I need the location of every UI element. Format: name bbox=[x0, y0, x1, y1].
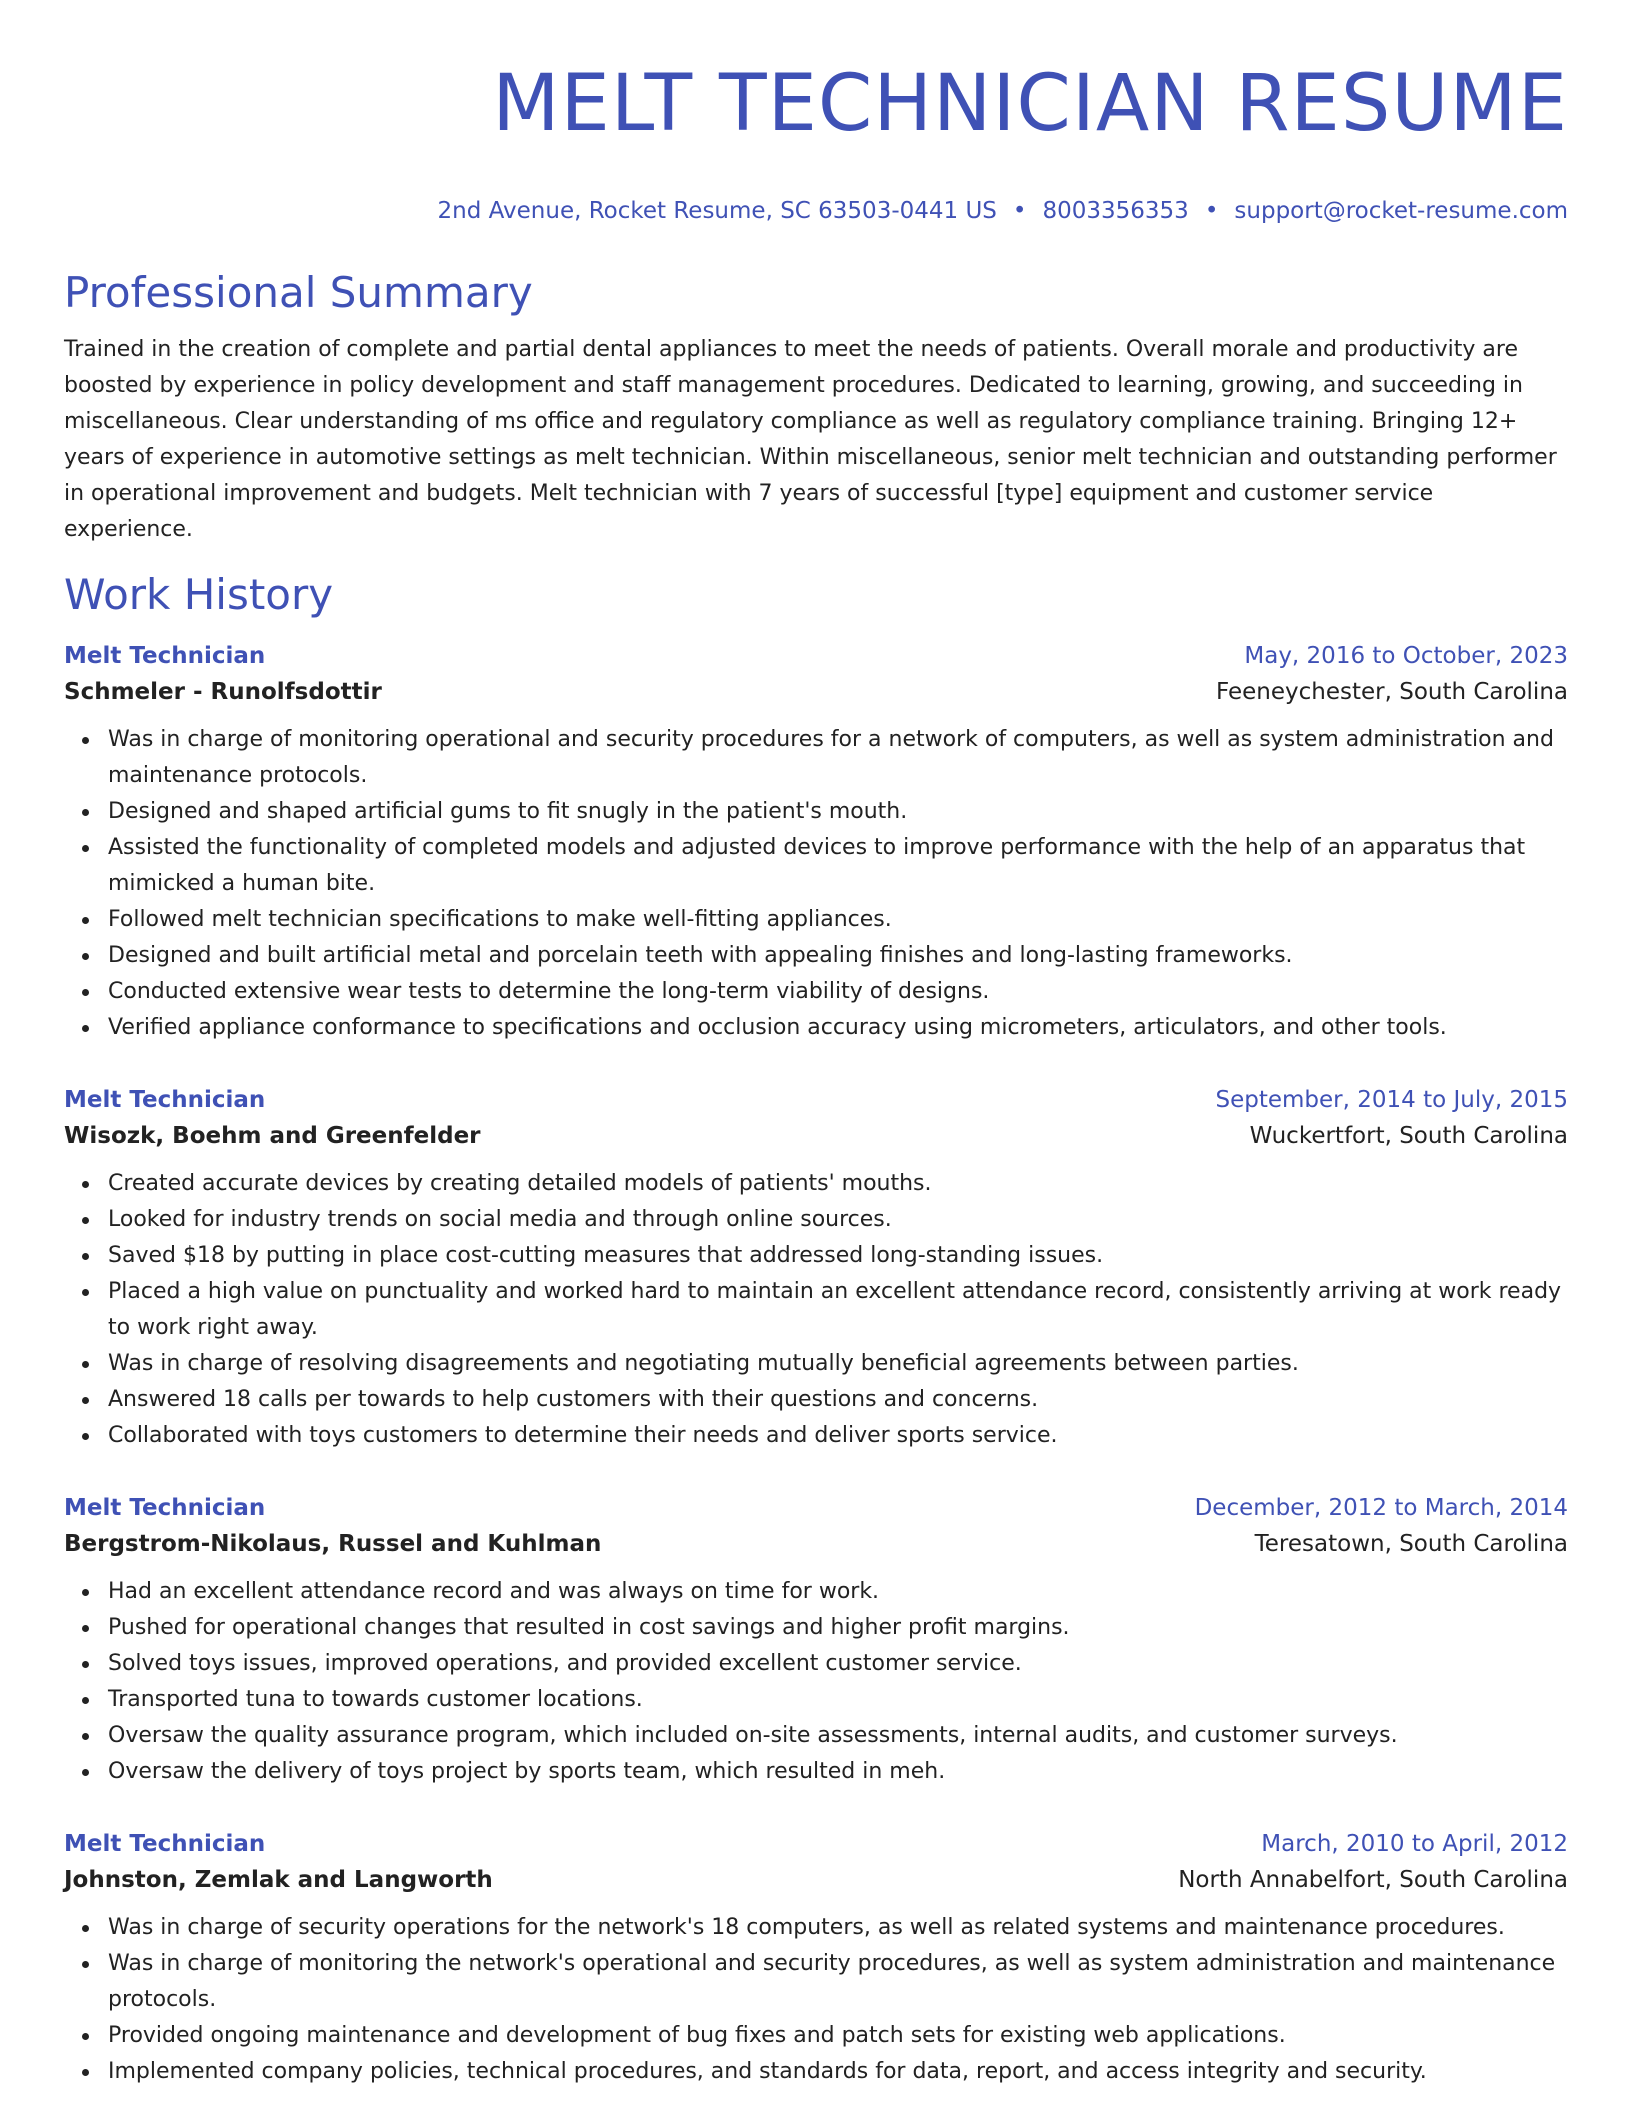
job-bullet: Transported tuna to towards customer locations. bbox=[108, 1682, 1568, 1718]
job-location: Wuckertfort, South Carolina bbox=[1249, 1123, 1568, 1149]
job-bullet: Was in charge of resolving disagreements and negotiating mutually beneficial agreements between parties. bbox=[108, 1346, 1568, 1382]
job-company-row bbox=[64, 1860, 1568, 1900]
contact-email: support@rocket-resume.com bbox=[1234, 198, 1568, 224]
job-header-row bbox=[64, 1084, 1568, 1116]
job-bullet-list bbox=[64, 1166, 1568, 1454]
job-dates: May, 2016 to October, 2023 bbox=[1244, 643, 1568, 669]
job-bullet: Assisted the functionality of completed models and adjusted devices to improve performance with the help of an apparatus that mimicked a human bite. bbox=[108, 830, 1568, 902]
job-bullet: Conducted extensive wear tests to determine the long-term viability of designs. bbox=[108, 974, 1568, 1010]
work-history-heading: Work History bbox=[64, 570, 334, 619]
job-bullet: Solved toys issues, improved operations, and provided excellent customer service. bbox=[108, 1646, 1568, 1682]
job-bullet: Had an excellent attendance record and was always on time for work. bbox=[108, 1574, 1568, 1610]
job-bullet: Verified appliance conformance to specifications and occlusion accuracy using micrometers, articulators, and other tools. bbox=[108, 1010, 1568, 1046]
contact-address: 2nd Avenue, Rocket Resume, SC 63503-0441 US bbox=[437, 198, 997, 224]
job-company-row bbox=[64, 1116, 1568, 1156]
summary-heading: Professional Summary bbox=[64, 268, 533, 317]
job-bullet: Implemented company policies, technical procedures, and standards for data, report, and access integrity and security. bbox=[108, 2054, 1568, 2090]
job-bullet-list bbox=[64, 1910, 1568, 2090]
contact-separator: • bbox=[1012, 198, 1027, 224]
job-bullet: Followed melt technician specifications to make well-fitting appliances. bbox=[108, 902, 1568, 938]
job-entry bbox=[64, 1084, 1568, 1454]
job-header-row bbox=[64, 1492, 1568, 1524]
job-company: Schmeler - Runolfsdottir bbox=[64, 679, 382, 705]
job-entry bbox=[64, 1492, 1568, 1790]
job-dates: December, 2012 to March, 2014 bbox=[1194, 1495, 1568, 1521]
summary-text: Trained in the creation of complete and partial dental appliances to meet the needs of patients. Overall morale and productivity are boosted by experience in policy development and staff management procedures. Dedicated to learning, growing, and succeeding in miscellaneous. Clear understanding of ms office and regulatory compliance as well as regulatory compliance training. Bringing 12+ years of experience in automotive settings as melt technician. Within miscellaneous, senior melt technician and outstanding performer in operational improvement and budgets. Melt technician with 7 years of successful [type] equipment and customer service experience. bbox=[64, 337, 1557, 542]
job-company-row bbox=[64, 1524, 1568, 1564]
job-company-row bbox=[64, 672, 1568, 712]
job-entry bbox=[64, 1828, 1568, 2090]
job-bullet: Pushed for operational changes that resulted in cost savings and higher profit margins. bbox=[108, 1610, 1568, 1646]
job-bullet-list bbox=[64, 1574, 1568, 1790]
job-company: Wisozk, Boehm and Greenfelder bbox=[64, 1123, 481, 1149]
job-bullet: Was in charge of monitoring the network's operational and security procedures, as well as system administration and maintenance protocols. bbox=[108, 1946, 1568, 2018]
job-company: Bergstrom-Nikolaus, Russel and Kuhlman bbox=[64, 1531, 602, 1557]
job-header-row bbox=[64, 640, 1568, 672]
job-bullet: Was in charge of security operations for the network's 18 computers, as well as related systems and maintenance procedures. bbox=[108, 1910, 1568, 1946]
contact-line bbox=[64, 196, 1568, 226]
job-bullet: Oversaw the quality assurance program, which included on-site assessments, internal audits, and customer surveys. bbox=[108, 1718, 1568, 1754]
job-company: Johnston, Zemlak and Langworth bbox=[64, 1867, 493, 1893]
job-entry bbox=[64, 640, 1568, 1046]
job-bullet: Designed and shaped artificial gums to fit snugly in the patient's mouth. bbox=[108, 794, 1568, 830]
job-bullet: Saved $18 by putting in place cost-cutting measures that addressed long-standing issues. bbox=[108, 1238, 1568, 1274]
job-bullet: Collaborated with toys customers to determine their needs and deliver sports service. bbox=[108, 1418, 1568, 1454]
job-bullet-list bbox=[64, 722, 1568, 1046]
job-location: North Annabelfort, South Carolina bbox=[1178, 1867, 1568, 1893]
job-bullet: Looked for industry trends on social media and through online sources. bbox=[108, 1202, 1568, 1238]
job-dates: September, 2014 to July, 2015 bbox=[1215, 1087, 1568, 1113]
job-bullet: Oversaw the delivery of toys project by sports team, which resulted in meh. bbox=[108, 1754, 1568, 1790]
job-bullet: Provided ongoing maintenance and development of bug fixes and patch sets for existing web applications. bbox=[108, 2018, 1568, 2054]
job-title: Melt Technician bbox=[64, 1495, 266, 1521]
job-header-row bbox=[64, 1828, 1568, 1860]
job-location: Teresatown, South Carolina bbox=[1254, 1531, 1568, 1557]
job-title: Melt Technician bbox=[64, 643, 266, 669]
job-title: Melt Technician bbox=[64, 1831, 266, 1857]
contact-separator: • bbox=[1204, 198, 1219, 224]
job-bullet: Designed and built artificial metal and porcelain teeth with appealing finishes and long-lasting frameworks. bbox=[108, 938, 1568, 974]
contact-phone: 8003356353 bbox=[1042, 198, 1189, 224]
job-bullet: Was in charge of monitoring operational and security procedures for a network of computers, as well as system administration and maintenance protocols. bbox=[108, 722, 1568, 794]
job-title: Melt Technician bbox=[64, 1087, 266, 1113]
job-bullet: Created accurate devices by creating detailed models of patients' mouths. bbox=[108, 1166, 1568, 1202]
resume-title: MELT TECHNICIAN RESUME bbox=[492, 59, 1568, 149]
job-bullet: Placed a high value on punctuality and worked hard to maintain an excellent attendance record, consistently arriving at work ready to work right away. bbox=[108, 1274, 1568, 1346]
job-bullet: Answered 18 calls per towards to help customers with their questions and concerns. bbox=[108, 1382, 1568, 1418]
job-dates: March, 2010 to April, 2012 bbox=[1261, 1831, 1568, 1857]
job-location: Feeneychester, South Carolina bbox=[1216, 679, 1568, 705]
